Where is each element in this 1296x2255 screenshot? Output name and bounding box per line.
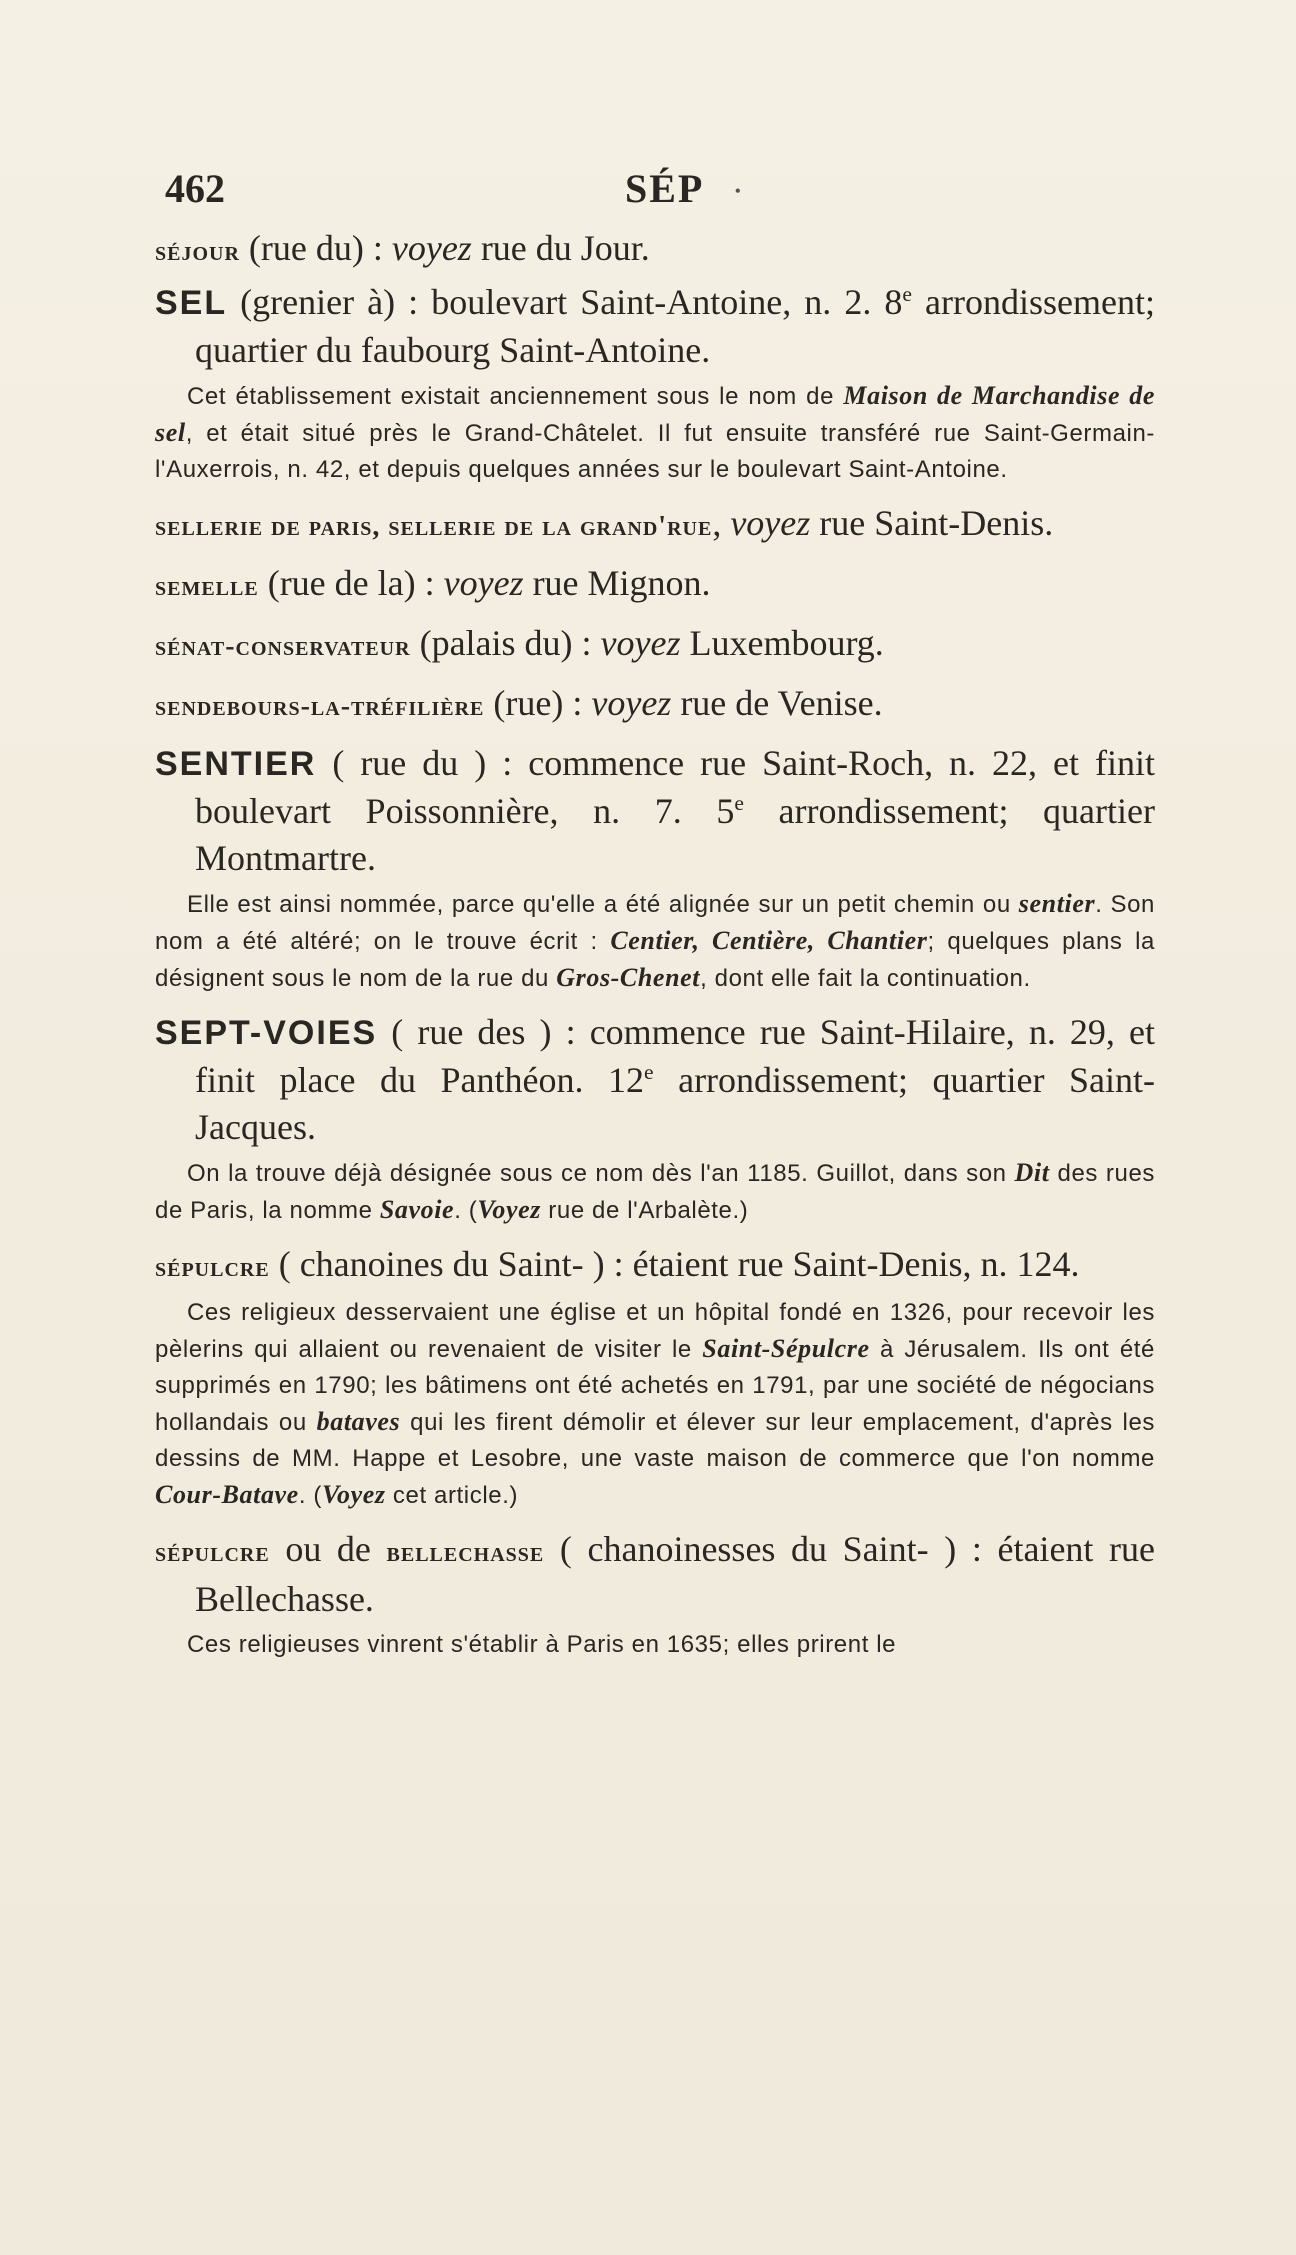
entry-sept-voies bbox=[155, 1009, 1155, 1151]
note-italic: Gros-Chenet bbox=[556, 963, 701, 992]
headword: SEPT-VOIES bbox=[155, 1014, 378, 1052]
entry-text: arrondissement; quartier du faubourg Saint-Antoine. bbox=[195, 282, 1155, 370]
entry-sepulcre-chanoinesses bbox=[155, 1526, 1155, 1623]
note-sel bbox=[155, 378, 1155, 488]
entry-text: (rue de la) : bbox=[258, 563, 444, 603]
running-head bbox=[155, 165, 1155, 225]
entry-text: rue de Venise. bbox=[671, 683, 883, 723]
ordinal-superscript: e bbox=[902, 282, 912, 306]
entry-text: ( rue du ) : commence rue Saint-Roch, n. 22, et finit boulevart Poissonnière, n. 7. 5 bbox=[195, 743, 1155, 831]
entry-italic: voyez bbox=[391, 228, 472, 268]
note-text: , et était situé près le Grand-Châtelet. Il fut ensuite transféré rue Saint-Germain-l'Auxerrois, n. 42, et depuis quelques années sur le boulevart Saint-Antoine. bbox=[155, 420, 1155, 483]
headword: sellerie de paris, sellerie de la grand'rue bbox=[155, 511, 713, 542]
page-number: 462 bbox=[165, 166, 225, 211]
entry-italic: voyez bbox=[591, 683, 672, 723]
headword: sénat-conservateur bbox=[155, 631, 411, 662]
note-text: . ( bbox=[298, 1482, 322, 1509]
note-text: , dont elle fait la continuation. bbox=[700, 965, 1031, 992]
entry-text: (palais du) : bbox=[410, 623, 601, 663]
entry-text: ( chanoines du Saint- ) : étaient rue Saint-Denis, n. 124. bbox=[269, 1244, 1080, 1284]
entry-sentier bbox=[155, 740, 1155, 882]
note-sepulcre-chanoines bbox=[155, 1295, 1155, 1514]
note-text: des rues de Paris, la nomme bbox=[155, 1160, 1155, 1224]
ordinal-superscript: e bbox=[734, 791, 744, 815]
note-italic: bataves bbox=[316, 1407, 401, 1436]
note-text: . ( bbox=[454, 1197, 478, 1224]
note-text: Ces religieuses vinrent s'établir à Paris en 1635; elles prirent le bbox=[187, 1631, 897, 1658]
note-italic: sentier bbox=[1018, 889, 1096, 918]
entry-sepulcre-chanoines bbox=[155, 1241, 1155, 1291]
note-text: cet article.) bbox=[385, 1482, 519, 1509]
entry-text: ( chanoinesses du Saint- ) : étaient rue Bellechasse. bbox=[195, 1529, 1155, 1619]
entry-italic: voyez bbox=[600, 623, 681, 663]
ordinal-superscript: e bbox=[643, 1060, 654, 1084]
text-column bbox=[155, 165, 1155, 1675]
entry-text: (rue) : bbox=[484, 683, 592, 723]
entry-sejour bbox=[155, 225, 1155, 275]
note-italic: Voyez bbox=[321, 1480, 386, 1509]
note-sentier bbox=[155, 886, 1155, 997]
entry-sel bbox=[155, 279, 1155, 374]
note-text: Ces religieux desservaient une église et un hôpital fondé en 1326, pour recevoir les pèlerins qui allaient ou revenaient de visiter le bbox=[155, 1299, 1155, 1363]
note-sept-voies bbox=[155, 1155, 1155, 1229]
headword: sépulcre bbox=[155, 1537, 270, 1568]
note-italic: Centier, Centière, Chantier bbox=[610, 926, 928, 955]
headword: SENTIER bbox=[155, 745, 317, 783]
note-italic: Saint-Sépulcre bbox=[702, 1334, 870, 1363]
entry-text: Luxembourg. bbox=[680, 623, 884, 663]
entry-text: arrondissement; quartier Montmartre. bbox=[195, 791, 1155, 878]
entry-italic: voyez bbox=[443, 563, 524, 603]
running-title: SÉP bbox=[625, 166, 705, 211]
entry-text: rue du Jour. bbox=[471, 228, 650, 268]
entry-text: (rue du) : bbox=[239, 228, 392, 268]
headword: semelle bbox=[155, 571, 259, 602]
entry-sellerie bbox=[155, 500, 1155, 550]
entry-text: (grenier à) : boulevart Saint-Antoine, n. 2. 8 bbox=[227, 282, 903, 322]
headword: sendebours-la-tréfilière bbox=[155, 691, 485, 722]
note-text: qui les firent démolir et élever sur leur emplacement, d'après les dessins de MM. Happe et Lesobre, une vaste maison de commerce que l'on nomme bbox=[155, 1409, 1155, 1472]
entry-text: arrondissement; quartier Saint-Jacques. bbox=[195, 1060, 1155, 1147]
entry-sendebours bbox=[155, 680, 1155, 730]
note-italic: Voyez bbox=[477, 1195, 542, 1224]
note-text: ; quelques plans la désignent sous le nom de la rue du bbox=[155, 928, 1155, 992]
note-text: Elle est ainsi nommée, parce qu'elle a été alignée sur un petit chemin ou bbox=[187, 891, 1019, 918]
headword: SEL bbox=[155, 284, 228, 322]
running-head-mark: • bbox=[735, 183, 741, 200]
entry-semelle bbox=[155, 560, 1155, 610]
entry-text: ou de bbox=[269, 1529, 387, 1569]
note-italic: Dit bbox=[1014, 1158, 1050, 1187]
note-text: rue de l'Arbalète.) bbox=[541, 1197, 749, 1224]
headword: séjour bbox=[155, 236, 240, 267]
entry-senat-conservateur bbox=[155, 620, 1155, 670]
entry-text: rue Mignon. bbox=[523, 563, 711, 603]
note-italic: Savoie bbox=[379, 1195, 455, 1224]
note-text: à Jérusalem. Ils ont été supprimés en 1790; les bâtimens ont été achetés en 1791, par une société de négocians hollandais ou bbox=[155, 1336, 1155, 1436]
entry-italic: voyez bbox=[730, 503, 811, 543]
note-text: Cet établissement existait anciennement sous le nom de bbox=[187, 383, 844, 410]
headword: sépulcre bbox=[155, 1252, 270, 1283]
note-text: On la trouve déjà désignée sous ce nom dès l'an 1185. Guillot, dans son bbox=[187, 1160, 1015, 1187]
note-italic: Cour-Batave bbox=[155, 1480, 299, 1509]
entry-text: , bbox=[712, 503, 731, 543]
entry-text: rue Saint-Denis. bbox=[810, 503, 1054, 543]
note-text: . Son nom a été altéré; on le trouve écrit : bbox=[155, 891, 1155, 955]
entry-text: ( rue des ) : commence rue Saint-Hilaire, n. 29, et finit place du Panthéon. 12 bbox=[195, 1012, 1155, 1100]
headword-secondary: bellechasse bbox=[386, 1537, 545, 1568]
note-italic: Maison de Marchandise de sel bbox=[155, 381, 1155, 447]
note-sepulcre-chanoinesses bbox=[155, 1627, 1155, 1663]
